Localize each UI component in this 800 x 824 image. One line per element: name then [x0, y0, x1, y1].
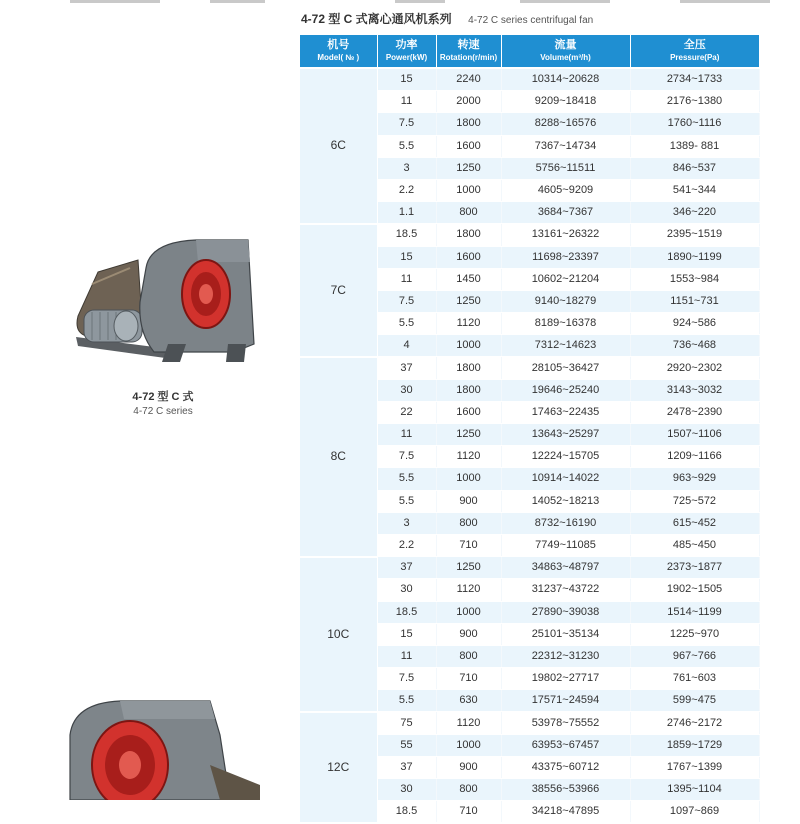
page-title [301, 10, 781, 26]
volume-cell: 34218~47895 [501, 801, 630, 823]
table-row [300, 357, 759, 379]
power-cell: 55 [377, 734, 436, 756]
rotation-cell: 800 [436, 512, 501, 534]
volume-cell: 38556~53966 [501, 779, 630, 801]
power-cell: 30 [377, 379, 436, 401]
rotation-cell: 1120 [436, 579, 501, 601]
volume-cell: 13643~25297 [501, 424, 630, 446]
model-cell: 8C [300, 357, 377, 557]
volume-cell: 10914~14022 [501, 468, 630, 490]
pressure-cell: 615~452 [630, 512, 759, 534]
pressure-cell: 1507~1106 [630, 424, 759, 446]
rotation-cell: 1250 [436, 557, 501, 579]
pressure-cell: 346~220 [630, 202, 759, 224]
volume-cell: 8288~16576 [501, 113, 630, 135]
pressure-cell: 1209~1166 [630, 446, 759, 468]
header-volume: 流量 Volume(m³/h) [501, 35, 630, 68]
pressure-cell: 846~537 [630, 157, 759, 179]
pressure-cell: 725~572 [630, 490, 759, 512]
pressure-cell: 2395~1519 [630, 224, 759, 246]
model-cell: 12C [300, 712, 377, 823]
volume-cell: 10602~21204 [501, 268, 630, 290]
volume-cell: 19802~27717 [501, 668, 630, 690]
volume-cell: 8189~16378 [501, 313, 630, 335]
rotation-cell: 1120 [436, 712, 501, 734]
power-cell: 30 [377, 579, 436, 601]
caption-zh: 4-72 型 C 式 [132, 391, 194, 403]
rotation-cell: 800 [436, 202, 501, 224]
rotation-cell: 1800 [436, 224, 501, 246]
rotation-cell: 1000 [436, 734, 501, 756]
pressure-cell: 599~475 [630, 690, 759, 712]
volume-cell: 7749~11085 [501, 534, 630, 556]
pressure-cell: 967~766 [630, 645, 759, 667]
rotation-cell: 900 [436, 490, 501, 512]
pressure-cell: 2478~2390 [630, 401, 759, 423]
power-cell: 3 [377, 157, 436, 179]
power-cell: 5.5 [377, 135, 436, 157]
pressure-cell: 2176~1380 [630, 91, 759, 113]
volume-cell: 10314~20628 [501, 68, 630, 91]
rotation-cell: 1120 [436, 313, 501, 335]
power-cell: 37 [377, 756, 436, 778]
model-cell: 7C [300, 224, 377, 357]
rotation-cell: 1250 [436, 157, 501, 179]
top-edge-mark [210, 0, 265, 3]
power-cell: 15 [377, 68, 436, 91]
volume-cell: 28105~36427 [501, 357, 630, 379]
top-edge-mark [395, 0, 445, 3]
pressure-cell: 736~468 [630, 335, 759, 357]
volume-cell: 7312~14623 [501, 335, 630, 357]
volume-cell: 19646~25240 [501, 379, 630, 401]
rotation-cell: 900 [436, 623, 501, 645]
table-row [300, 224, 759, 246]
volume-cell: 7367~14734 [501, 135, 630, 157]
rotation-cell: 1000 [436, 335, 501, 357]
top-edge-mark [520, 0, 610, 3]
rotation-cell: 1000 [436, 468, 501, 490]
volume-cell: 12224~15705 [501, 446, 630, 468]
rotation-cell: 1800 [436, 379, 501, 401]
rotation-cell: 1250 [436, 290, 501, 312]
rotation-cell: 900 [436, 756, 501, 778]
power-cell: 3 [377, 512, 436, 534]
pressure-cell: 761~603 [630, 668, 759, 690]
rotation-cell: 710 [436, 668, 501, 690]
header-model: 机号 Model( № ) [300, 35, 377, 68]
pressure-cell: 1902~1505 [630, 579, 759, 601]
rotation-cell: 800 [436, 779, 501, 801]
power-cell: 11 [377, 645, 436, 667]
pressure-cell: 541~344 [630, 179, 759, 201]
rotation-cell: 630 [436, 690, 501, 712]
volume-cell: 17571~24594 [501, 690, 630, 712]
rotation-cell: 2000 [436, 91, 501, 113]
pressure-cell: 1890~1199 [630, 246, 759, 268]
pressure-cell: 2373~1877 [630, 557, 759, 579]
power-cell: 18.5 [377, 801, 436, 823]
pressure-cell: 485~450 [630, 534, 759, 556]
power-cell: 5.5 [377, 468, 436, 490]
power-cell: 75 [377, 712, 436, 734]
pressure-cell: 1395~1104 [630, 779, 759, 801]
centrifugal-fan-image [68, 232, 268, 372]
volume-cell: 9209~18418 [501, 91, 630, 113]
page-title-zh: 4-72 型 C 式离心通风机系列 [301, 12, 452, 26]
volume-cell: 34863~48797 [501, 557, 630, 579]
pressure-cell: 1514~1199 [630, 601, 759, 623]
pressure-cell: 1760~1116 [630, 113, 759, 135]
pressure-cell: 1767~1399 [630, 756, 759, 778]
power-cell: 7.5 [377, 290, 436, 312]
centrifugal-fan-image-large [60, 695, 260, 800]
power-cell: 11 [377, 268, 436, 290]
table-row [300, 712, 759, 734]
power-cell: 18.5 [377, 601, 436, 623]
rotation-cell: 1800 [436, 113, 501, 135]
header-rotation: 转速 Rotation(r/min) [436, 35, 501, 68]
pressure-cell: 3143~3032 [630, 379, 759, 401]
power-cell: 5.5 [377, 490, 436, 512]
volume-cell: 25101~35134 [501, 623, 630, 645]
power-cell: 5.5 [377, 690, 436, 712]
power-cell: 37 [377, 557, 436, 579]
pressure-cell: 1553~984 [630, 268, 759, 290]
power-cell: 2.2 [377, 534, 436, 556]
power-cell: 18.5 [377, 224, 436, 246]
header-power: 功率 Power(kW) [377, 35, 436, 68]
rotation-cell: 1600 [436, 135, 501, 157]
power-cell: 5.5 [377, 313, 436, 335]
page-title-en: 4-72 C series centrifugal fan [468, 15, 594, 26]
volume-cell: 13161~26322 [501, 224, 630, 246]
table-row [300, 557, 759, 579]
model-cell: 10C [300, 557, 377, 712]
power-cell: 7.5 [377, 668, 436, 690]
power-cell: 7.5 [377, 113, 436, 135]
rotation-cell: 2240 [436, 68, 501, 91]
rotation-cell: 1800 [436, 357, 501, 379]
rotation-cell: 1120 [436, 446, 501, 468]
pressure-cell: 1097~869 [630, 801, 759, 823]
volume-cell: 11698~23397 [501, 246, 630, 268]
rotation-cell: 1250 [436, 424, 501, 446]
volume-cell: 43375~60712 [501, 756, 630, 778]
power-cell: 15 [377, 623, 436, 645]
power-cell: 22 [377, 401, 436, 423]
figure-caption [98, 388, 228, 417]
pressure-cell: 2920~2302 [630, 357, 759, 379]
pressure-cell: 924~586 [630, 313, 759, 335]
volume-cell: 14052~18213 [501, 490, 630, 512]
power-cell: 30 [377, 779, 436, 801]
table-row [300, 68, 759, 91]
power-cell: 2.2 [377, 179, 436, 201]
pressure-cell: 963~929 [630, 468, 759, 490]
rotation-cell: 1450 [436, 268, 501, 290]
model-cell: 6C [300, 68, 377, 224]
rotation-cell: 800 [436, 645, 501, 667]
volume-cell: 31237~43722 [501, 579, 630, 601]
power-cell: 4 [377, 335, 436, 357]
pressure-cell: 2746~2172 [630, 712, 759, 734]
volume-cell: 27890~39038 [501, 601, 630, 623]
volume-cell: 4605~9209 [501, 179, 630, 201]
pressure-cell: 1859~1729 [630, 734, 759, 756]
table-header-row [300, 35, 759, 68]
volume-cell: 5756~11511 [501, 157, 630, 179]
volume-cell: 17463~22435 [501, 401, 630, 423]
power-cell: 1.1 [377, 202, 436, 224]
rotation-cell: 1000 [436, 179, 501, 201]
pressure-cell: 1389- 881 [630, 135, 759, 157]
rotation-cell: 1600 [436, 401, 501, 423]
rotation-cell: 710 [436, 801, 501, 823]
power-cell: 15 [377, 246, 436, 268]
rotation-cell: 1600 [436, 246, 501, 268]
top-edge-mark [680, 0, 770, 3]
pressure-cell: 1151~731 [630, 290, 759, 312]
volume-cell: 22312~31230 [501, 645, 630, 667]
power-cell: 11 [377, 91, 436, 113]
pressure-cell: 1225~970 [630, 623, 759, 645]
volume-cell: 53978~75552 [501, 712, 630, 734]
power-cell: 11 [377, 424, 436, 446]
volume-cell: 9140~18279 [501, 290, 630, 312]
pressure-cell: 2734~1733 [630, 68, 759, 91]
volume-cell: 8732~16190 [501, 512, 630, 534]
header-pressure: 全压 Pressure(Pa) [630, 35, 759, 68]
rotation-cell: 1000 [436, 601, 501, 623]
top-edge-mark [70, 0, 160, 3]
rotation-cell: 710 [436, 534, 501, 556]
volume-cell: 63953~67457 [501, 734, 630, 756]
power-cell: 37 [377, 357, 436, 379]
power-cell: 7.5 [377, 446, 436, 468]
caption-en: 4-72 C series [133, 406, 193, 417]
volume-cell: 3684~7367 [501, 202, 630, 224]
fan-spec-table [300, 35, 760, 824]
